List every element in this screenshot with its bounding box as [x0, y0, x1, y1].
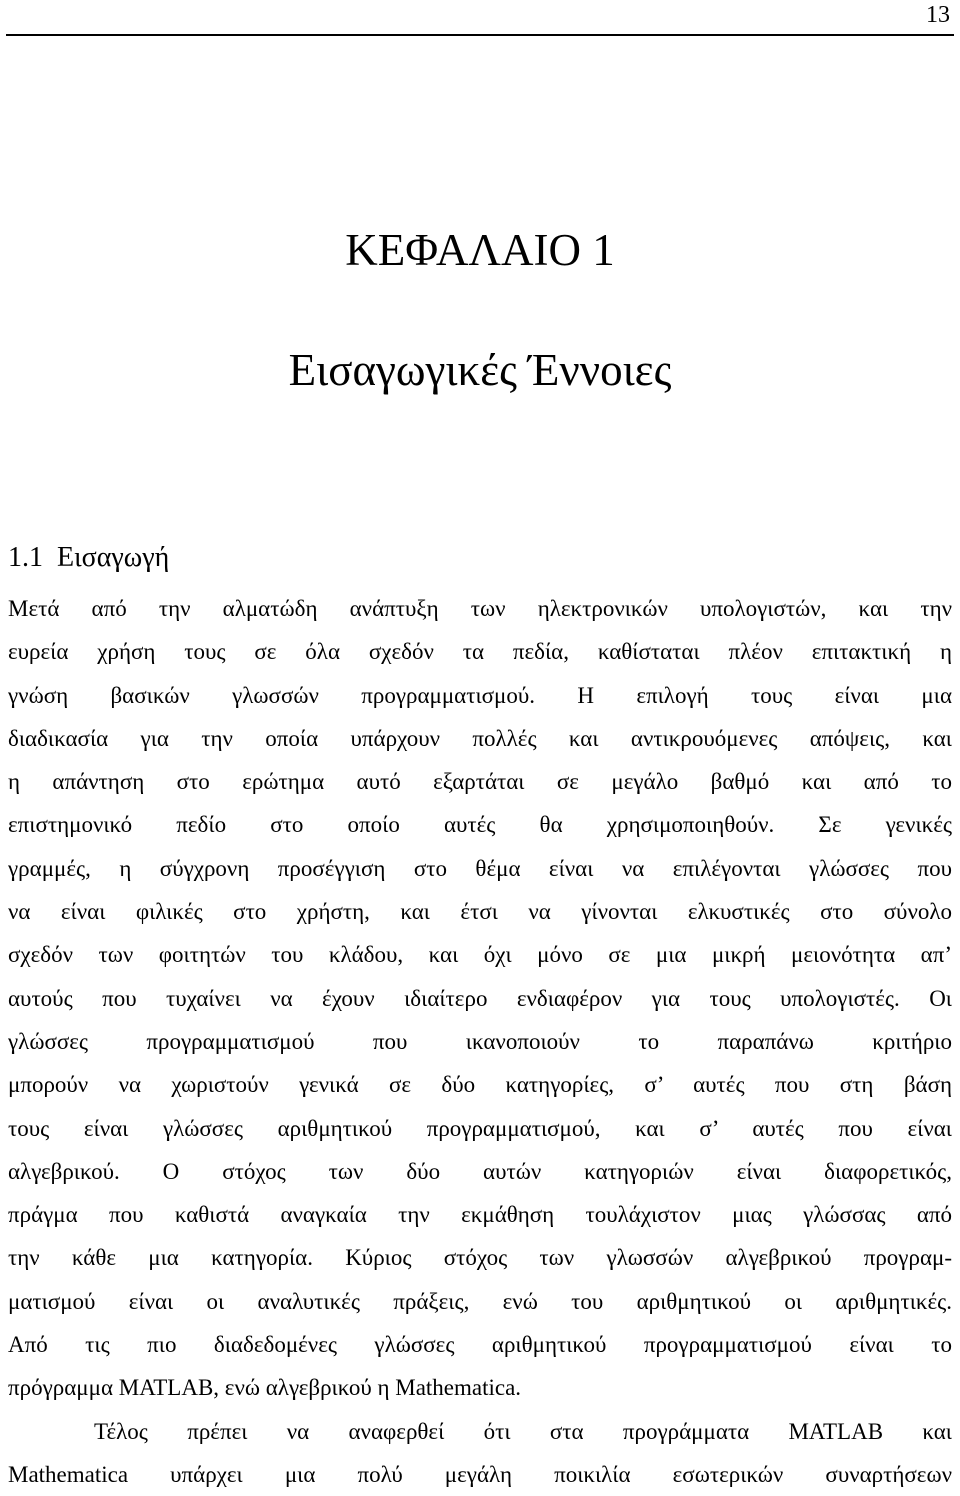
text-line: πρόγραμμα MATLAB, ενώ αλγεβρικού η Mathematica. — [8, 1375, 522, 1401]
text-line: διαδικασία για την οποία υπάρχουν πολλές και αντικρουόμενες απόψεις, και — [8, 725, 952, 751]
text-line: ματισμού είναι οι αναλυτικές πράξεις, ενώ του αριθμητικού οι αριθμητικές. — [8, 1288, 952, 1314]
text-line: γνώση βασικών γλωσσών προγραμματισμού. Η επιλογή τους είναι μια — [8, 682, 952, 708]
text-line: την κάθε μια κατηγορία. Κύριος στόχος των γλωσσών αλγεβρικού προγραμ- — [8, 1245, 952, 1271]
text-line: επιστημονικό πεδίο στο οποίο αυτές θα χρησιμοποιηθούν. Σε γενικές — [8, 812, 952, 838]
text-line: Mathematica υπάρχει μια πολύ μεγάλη ποικιλία εσωτερικών συναρτήσεων — [8, 1461, 952, 1487]
header-rule — [6, 34, 954, 36]
chapter-title: Εισαγωγικές Έννοιες — [288, 345, 672, 395]
text-line: σχεδόν των φοιτητών του κλάδου, και όχι μόνο σε μια μικρή μειονότητα απ’ — [8, 942, 952, 968]
page-number: 13 — [926, 2, 950, 28]
text-line: Από τις πιο διαδεδομένες γλώσσες αριθμητικού προγραμματισμού είναι το — [8, 1332, 952, 1358]
chapter-label: ΚΕΦΑΛΑΙΟ 1 — [345, 225, 615, 275]
paragraph-2 — [8, 1410, 952, 1496]
body-text — [8, 587, 952, 1496]
section-number: 1.1 — [8, 542, 43, 573]
text-line: πράγμα που καθιστά αναγκαία την εκμάθηση τουλάχιστον μιας γλώσσας από — [8, 1202, 952, 1228]
paragraph-1 — [8, 587, 952, 1410]
text-line: τους είναι γλώσσες αριθμητικού προγραμματισμού, και σ’ αυτές που είναι — [8, 1115, 952, 1141]
text-line: Τέλος πρέπει να αναφερθεί ότι στα προγράμματα MATLAB και — [94, 1418, 952, 1444]
text-line: γλώσσες προγραμματισμού που ικανοποιούν το παραπάνω κριτήριο — [8, 1028, 952, 1054]
text-line: να είναι φιλικές στο χρήστη, και έτσι να γίνονται ελκυστικές στο σύνολο — [8, 899, 952, 925]
section-title: Εισαγωγή — [57, 542, 170, 573]
text-line: αλγεβρικού. Ο στόχος των δύο αυτών κατηγοριών είναι διαφορετικός, — [8, 1158, 952, 1184]
text-line: γραμμές, η σύγχρονη προσέγγιση στο θέμα είναι να επιλέγονται γλώσσες που — [8, 855, 952, 881]
text-line: η απάντηση στο ερώτημα αυτό εξαρτάται σε μεγάλο βαθμό και από το — [8, 769, 952, 795]
section-heading — [8, 540, 169, 576]
text-line: ευρεία χρήση τους σε όλα σχεδόν τα πεδία, καθίσταται πλέον επιτακτική η — [8, 639, 952, 665]
text-line: αυτούς που τυχαίνει να έχουν ιδιαίτερο ενδιαφέρον για τους υπολογιστές. Οι — [8, 985, 952, 1011]
text-line: Μετά από την αλματώδη ανάπτυξη των ηλεκτρονικών υπολογιστών, και την — [8, 596, 952, 621]
text-line: μπορούν να χωριστούν γενικά σε δύο κατηγορίες, σ’ αυτές που στη βάση — [8, 1072, 952, 1098]
